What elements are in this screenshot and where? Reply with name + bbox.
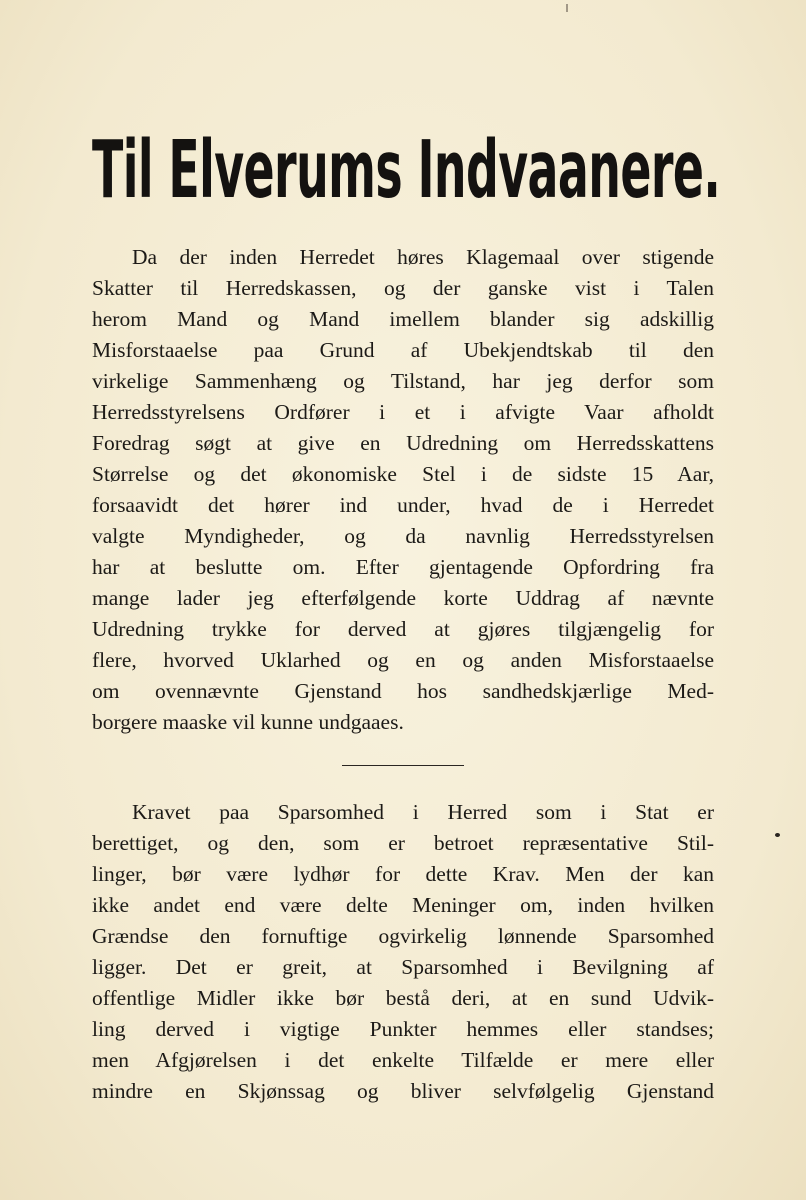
text-line: borgere maaske vil kunne undgaaes. bbox=[92, 710, 404, 734]
text-line: har at beslutte om. Efter gjentagende Opfordring fra bbox=[92, 555, 714, 579]
text-line: offentlige Midler ikke bør bestå deri, at en sund Udvik- bbox=[92, 986, 714, 1010]
text-line: Herredsstyrelsens Ordfører i et i afvigte Vaar afholdt bbox=[92, 400, 714, 424]
text-line: Udredning trykke for derved at gjøres tilgjængelig for bbox=[92, 617, 714, 641]
text-line: mindre en Skjønssag og bliver selvfølgelig Gjenstand bbox=[92, 1079, 714, 1103]
text-line: linger, bør være lydhør for dette Krav. Men der kan bbox=[92, 862, 714, 886]
text-line: virkelige Sammenhæng og Tilstand, har jeg derfor som bbox=[92, 369, 714, 393]
text-line: om ovennævnte Gjenstand hos sandhedskjærlige Med- bbox=[92, 679, 714, 703]
text-line: Foredrag søgt at give en Udredning om Herredsskattens bbox=[92, 431, 714, 455]
ink-speck bbox=[775, 833, 780, 837]
text-line: men Afgjørelsen i det enkelte Tilfælde er mere eller bbox=[92, 1048, 714, 1072]
text-line: mange lader jeg efterfølgende korte Uddrag af nævnte bbox=[92, 586, 714, 610]
section-divider bbox=[342, 765, 464, 766]
text-line: herom Mand og Mand imellem blander sig adskillig bbox=[92, 307, 714, 331]
text-line: ikke andet end være delte Meninger om, inden hvilken bbox=[92, 893, 714, 917]
text-line: Skatter til Herredskassen, og der ganske vist i Talen bbox=[92, 276, 714, 300]
text-line: berettiget, og den, som er betroet repræsentative Stil- bbox=[92, 831, 714, 855]
paper-mark bbox=[566, 4, 568, 12]
text-line: Størrelse og det økonomiske Stel i de sidste 15 Aar, bbox=[92, 462, 714, 486]
paragraph-1 bbox=[92, 242, 714, 738]
text-line: valgte Myndigheder, og da navnlig Herredsstyrelsen bbox=[92, 524, 714, 548]
text-line: ligger. Det er greit, at Sparsomhed i Bevilgning af bbox=[92, 955, 714, 979]
text-line: Da der inden Herredet høres Klagemaal over stigende bbox=[132, 245, 714, 269]
text-line: forsaavidt det hører ind under, hvad de i Herredet bbox=[92, 493, 714, 517]
text-line: Misforstaaelse paa Grund af Ubekjendtskab til den bbox=[92, 338, 714, 362]
text-line: ling derved i vigtige Punkter hemmes eller standses; bbox=[92, 1017, 714, 1041]
text-line: flere, hvorved Uklarhed og en og anden Misforstaaelse bbox=[92, 648, 714, 672]
text-line: Kravet paa Sparsomhed i Herred som i Stat er bbox=[132, 800, 714, 824]
text-line: Grændse den fornuftige ogvirkelig lønnende Sparsomhed bbox=[92, 924, 714, 948]
paragraph-2 bbox=[92, 797, 714, 1107]
page-title: Til Elverums Indvaanere. bbox=[92, 124, 721, 216]
